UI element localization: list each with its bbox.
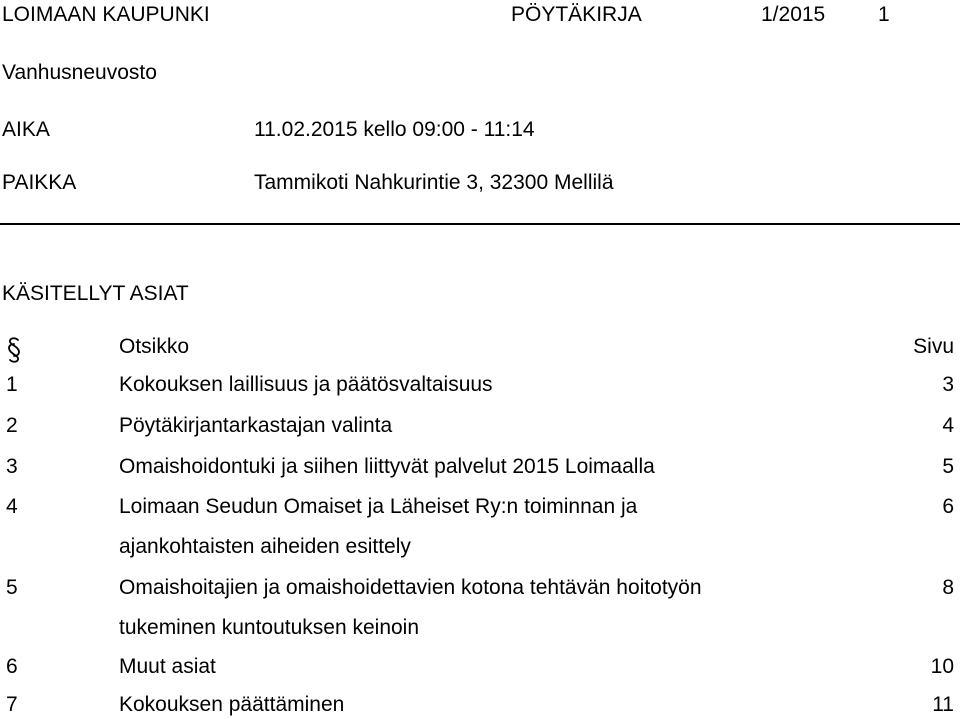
time-value: 11.02.2015 kello 09:00 - 11:14	[254, 118, 535, 141]
agenda-item-page: 8	[942, 576, 954, 599]
column-header-title: Otsikko	[119, 335, 190, 358]
agenda-item-page: 5	[942, 455, 954, 478]
agenda-item-number: 6	[6, 655, 18, 678]
agenda-item-page: 4	[942, 414, 954, 437]
agenda-item-title: Omaishoitajien ja omaishoidettavien kotona tehtävän hoitotyön	[119, 576, 702, 599]
organization-name: LOIMAAN KAUPUNKI	[2, 3, 210, 26]
agenda-item-title: Omaishoidontuki ja siihen liittyvät palvelut 2015 Loimaalla	[119, 455, 655, 478]
agenda-item-title: Pöytäkirjantarkastajan valinta	[119, 414, 393, 437]
agenda-item-number: 1	[6, 373, 18, 396]
agenda-item-title: Kokouksen päättäminen	[119, 693, 345, 716]
agenda-item-page: 6	[942, 495, 954, 518]
agenda-item-title-continued: ajankohtaisten aiheiden esittely	[119, 535, 411, 558]
agenda-heading: KÄSITELLYT ASIAT	[2, 282, 189, 305]
agenda-item-page: 10	[930, 655, 954, 678]
agenda-item-page: 3	[942, 373, 954, 396]
document-number: 1/2015	[761, 3, 826, 26]
time-label: AIKA	[2, 118, 50, 141]
agenda-item-title: Loimaan Seudun Omaiset ja Läheiset Ry:n toiminnan ja	[119, 495, 638, 518]
agenda-item-number: 2	[6, 414, 18, 437]
agenda-item-title: Kokouksen laillisuus ja päätösvaltaisuus	[119, 373, 493, 396]
agenda-item-number: 3	[6, 455, 18, 478]
section-sign-icon	[4, 336, 24, 364]
page-number: 1	[878, 3, 890, 26]
horizontal-rule	[0, 223, 960, 225]
council-name: Vanhusneuvosto	[2, 61, 157, 84]
agenda-item-title-continued: tukeminen kuntoutuksen keinoin	[119, 616, 420, 639]
column-header-page: Sivu	[913, 335, 954, 358]
place-value: Tammikoti Nahkurintie 3, 32300 Mellilä	[254, 171, 614, 194]
agenda-item-number: 7	[6, 693, 18, 716]
document-type: PÖYTÄKIRJA	[511, 3, 642, 26]
agenda-item-page: 11	[932, 693, 954, 716]
agenda-item-number: 5	[6, 576, 18, 599]
place-label: PAIKKA	[2, 171, 77, 194]
agenda-item-number: 4	[6, 495, 18, 518]
agenda-item-title: Muut asiat	[119, 655, 216, 678]
